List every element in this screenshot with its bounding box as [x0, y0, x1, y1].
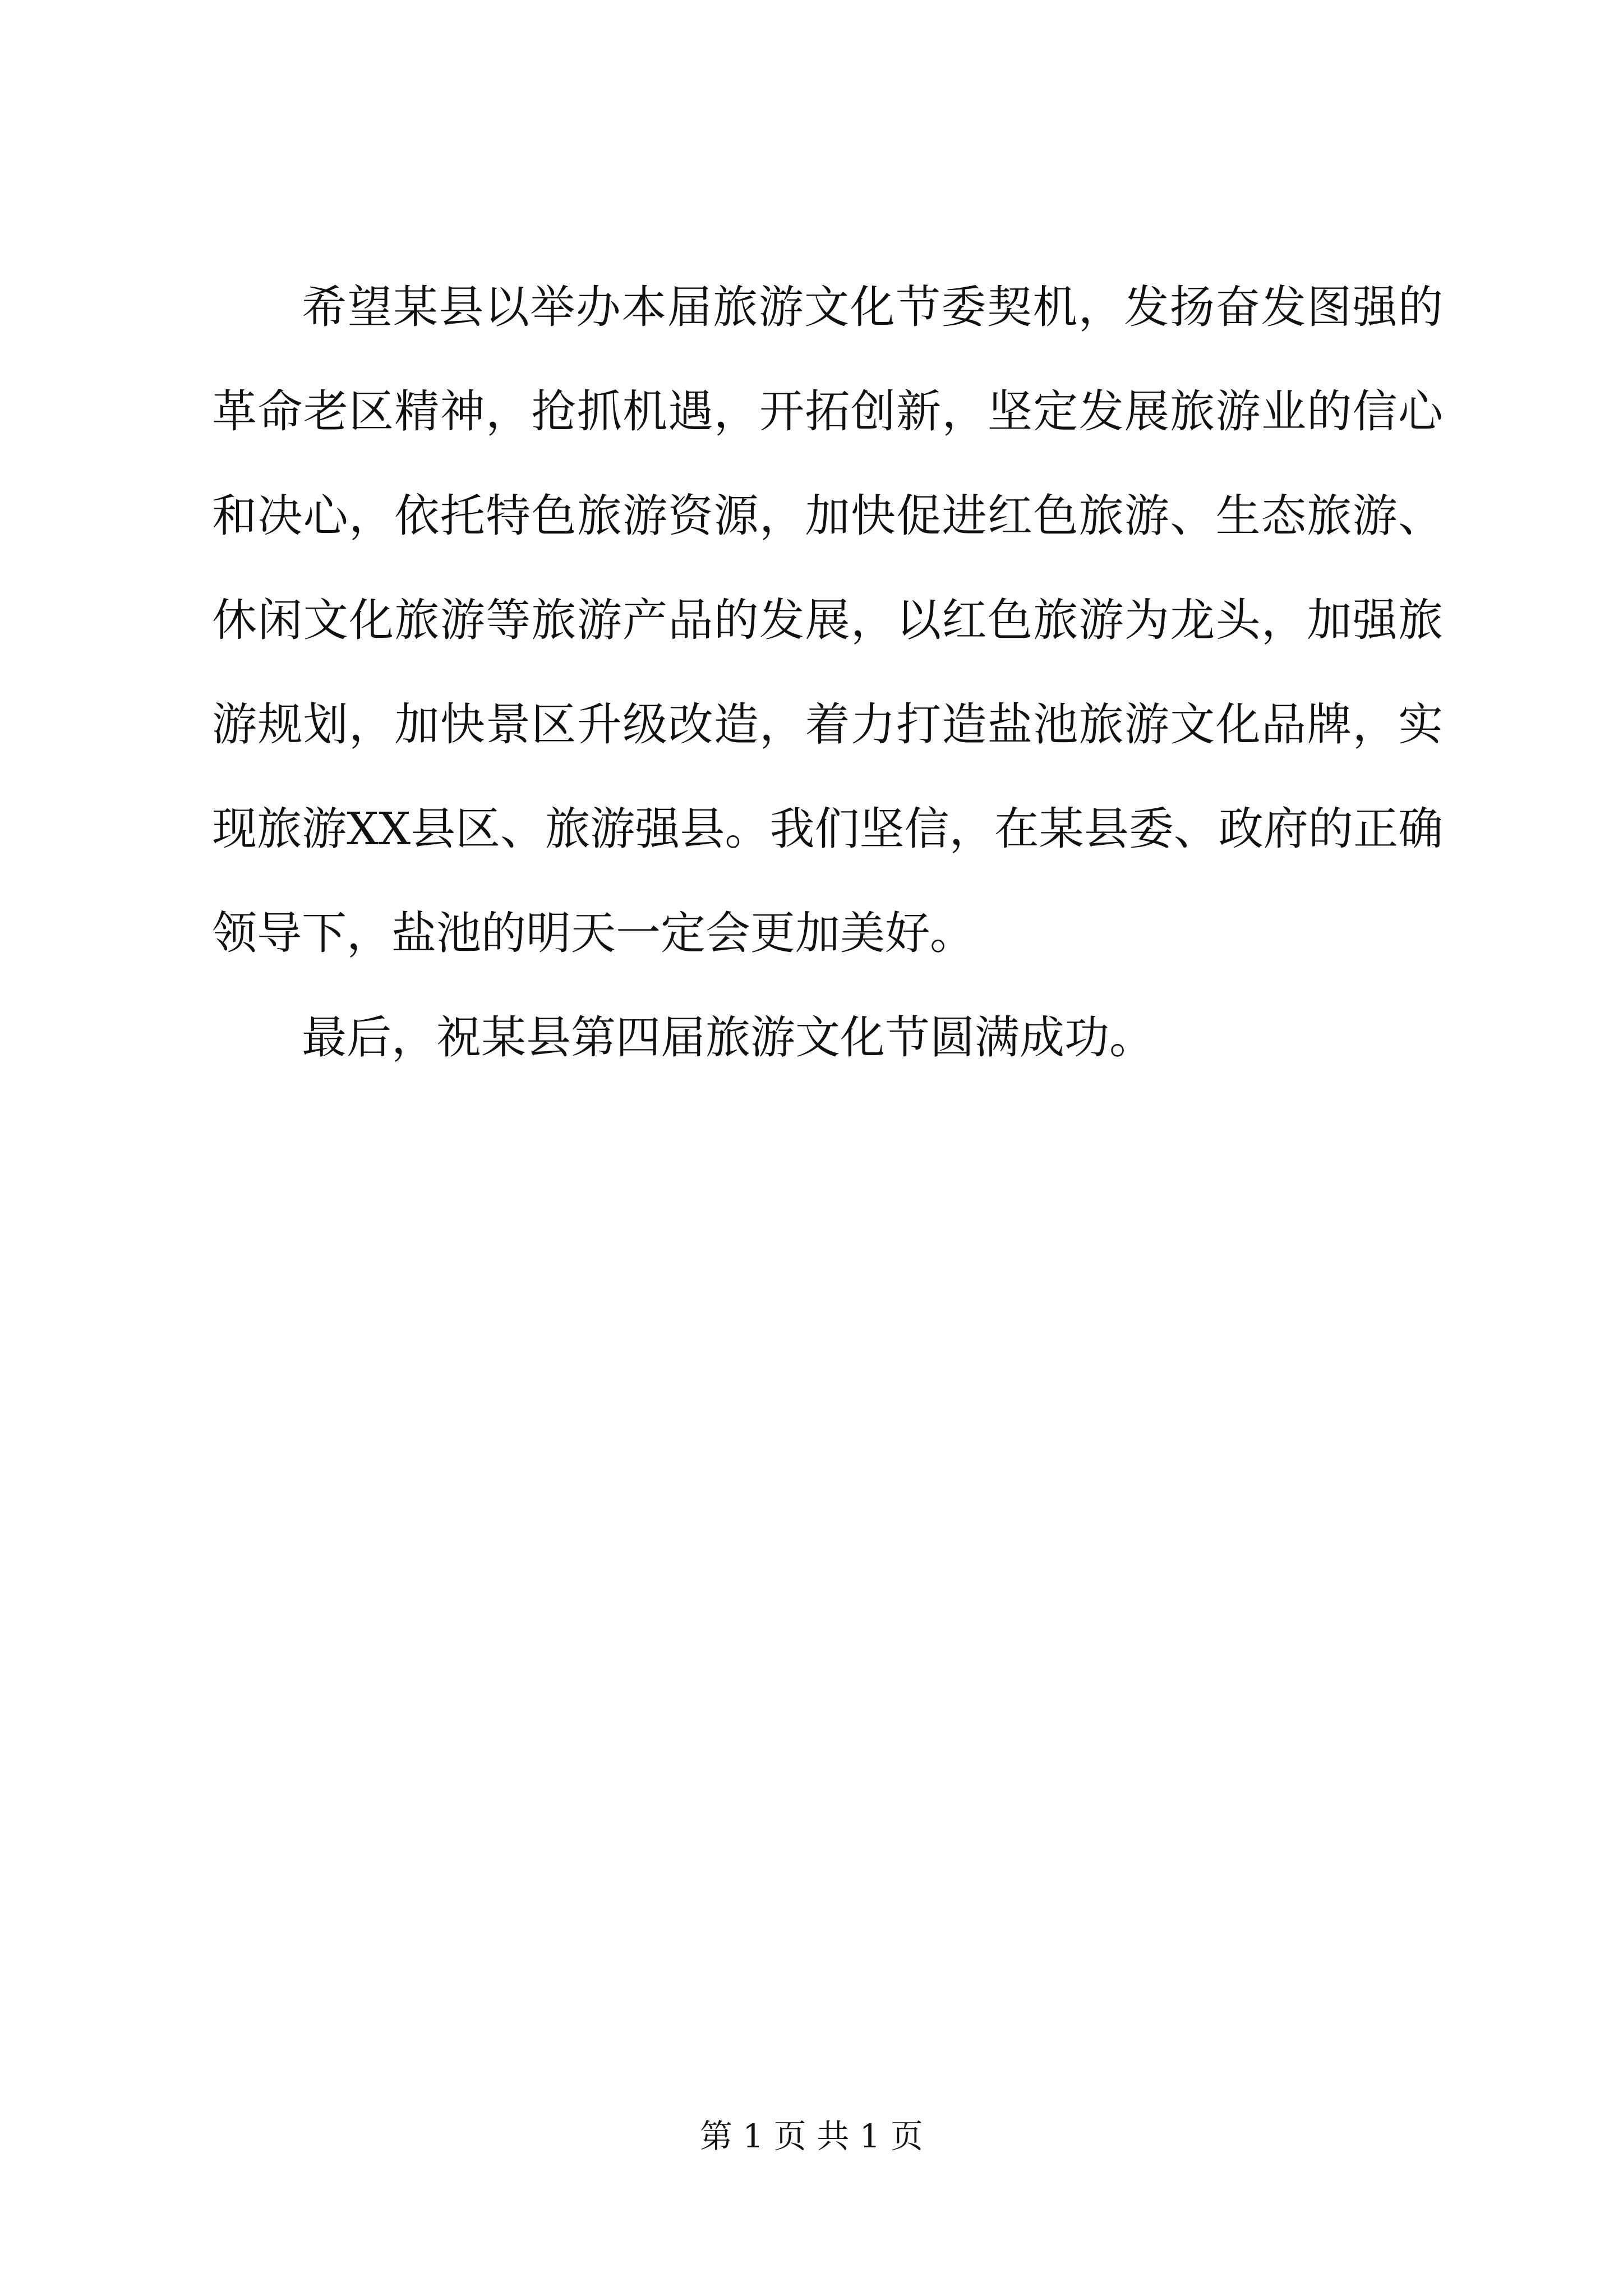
page-footer: 第 1 页 共 1 页	[700, 2117, 923, 2155]
paragraph-closing: 最后，祝某县第四届旅游文化节圆满成功。	[302, 1011, 1154, 1064]
document-body	[212, 255, 1443, 1090]
paragraph-main: 希望某县以举办本届旅游文化节委契机，发扬奋发图强的革命老区精神，抢抓机遇，开拓创新，坚定发展旅游业的信心和决心，依托特色旅游资源，加快促进红色旅游、生态旅游、休闲文化旅游等旅游产品的发展，以红色旅游为龙头，加强旅游规划，加快景区升级改造，着力打造盐池旅游文化品牌，实现旅游XX县区、旅游强县。我们坚信，在某县委、政府的正确领导下，盐池的明天一定会更加美好。	[212, 281, 1443, 959]
